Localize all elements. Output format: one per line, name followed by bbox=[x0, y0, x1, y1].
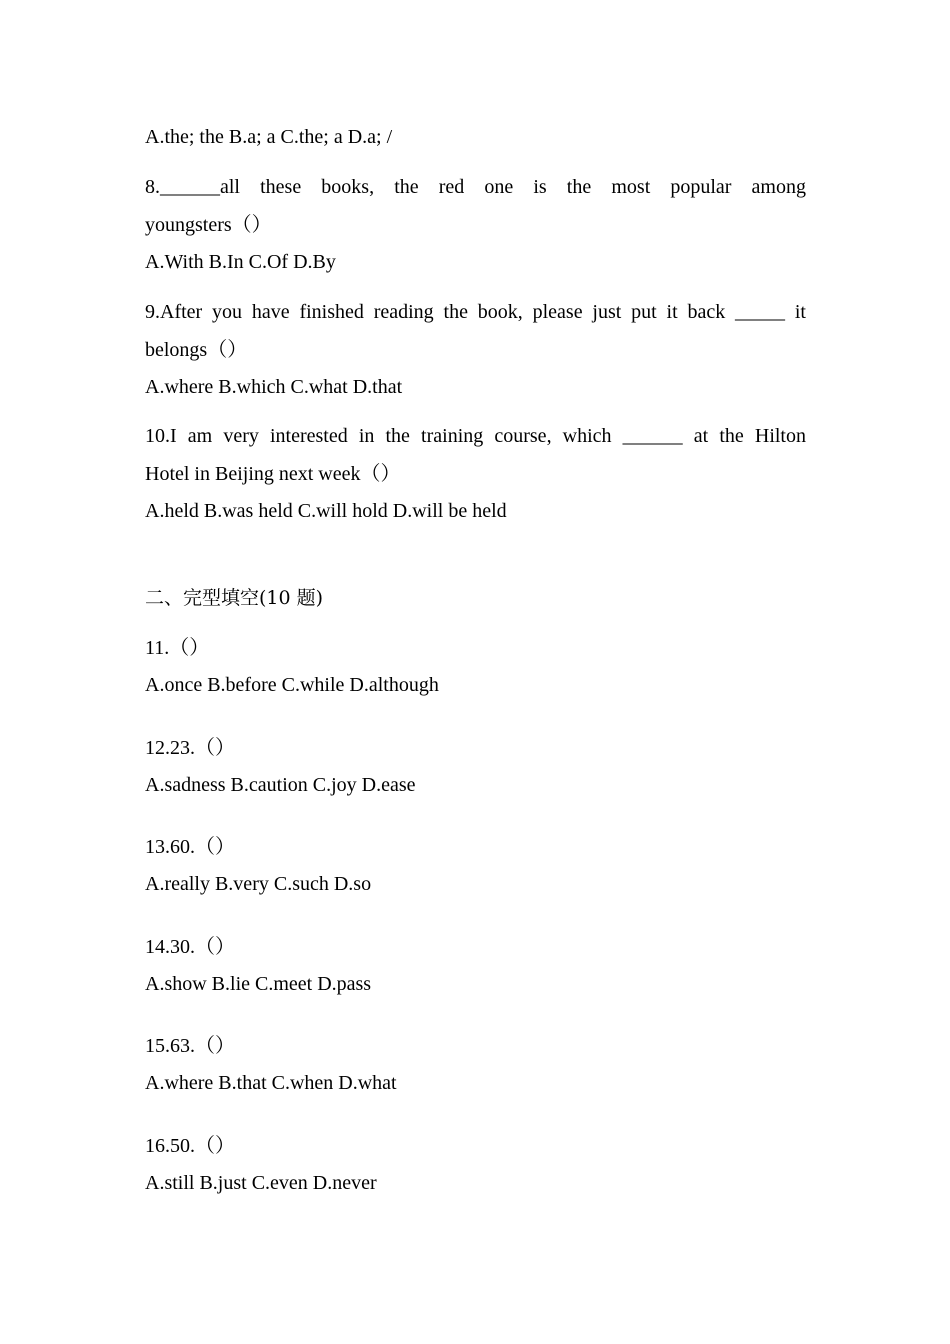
q15-options: A.where B.that C.when D.what bbox=[145, 1072, 397, 1094]
q8-stem-line2: youngsters（） bbox=[145, 214, 272, 236]
q15-stem: 15.63.（） bbox=[145, 1035, 235, 1057]
q16-stem: 16.50.（） bbox=[145, 1135, 235, 1157]
q10-stem-line2: Hotel in Beijing next week（） bbox=[145, 463, 401, 485]
q7-options: A.the; the B.a; a C.the; a D.a; / bbox=[145, 126, 393, 148]
q9-options: A.where B.which C.what D.that bbox=[145, 376, 403, 398]
q11-stem: 11.（） bbox=[145, 637, 210, 659]
q14-stem: 14.30.（） bbox=[145, 936, 235, 958]
q11-options: A.once B.before C.while D.although bbox=[145, 674, 439, 696]
q12-stem: 12.23.（） bbox=[145, 737, 235, 759]
q9-stem-line1: 9.After you have finished reading the book, please just put it back _____ it bbox=[145, 301, 806, 323]
section-heading: 二、完型填空(10 题) bbox=[145, 587, 324, 609]
q16-options: A.still B.just C.even D.never bbox=[145, 1172, 377, 1194]
q13-options: A.really B.very C.such D.so bbox=[145, 873, 372, 895]
q8-options: A.With B.In C.Of D.By bbox=[145, 251, 336, 273]
q9-stem-line2: belongs（） bbox=[145, 339, 248, 361]
q10-stem-line1: 10.I am very interested in the training course, which ______ at the Hilton bbox=[145, 425, 806, 447]
q12-options: A.sadness B.caution C.joy D.ease bbox=[145, 774, 416, 796]
q8-stem-line1: 8.______all these books, the red one is the most popular among bbox=[145, 176, 806, 198]
q14-options: A.show B.lie C.meet D.pass bbox=[145, 973, 372, 995]
q13-stem: 13.60.（） bbox=[145, 836, 235, 858]
q10-options: A.held B.was held C.will hold D.will be held bbox=[145, 500, 507, 522]
